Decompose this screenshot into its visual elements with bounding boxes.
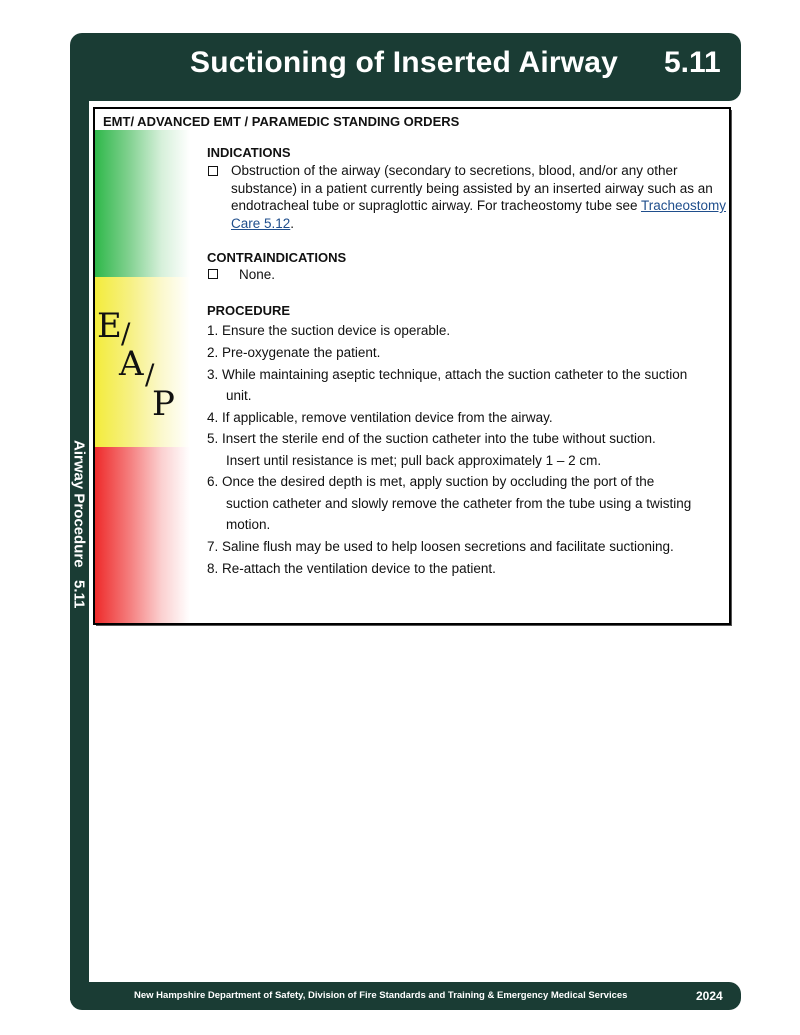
indications-bullet-box bbox=[208, 166, 218, 176]
procedure-step: 5. Insert the sterile end of the suction catheter into the tube without suction. bbox=[207, 431, 656, 446]
standing-orders-heading: EMT/ ADVANCED EMT / PARAMEDIC STANDING ORDERS bbox=[103, 114, 460, 129]
procedure-step: 4. If applicable, remove ventilation device from the airway. bbox=[207, 410, 553, 425]
procedure-step-continued: unit. bbox=[226, 388, 252, 403]
procedure-step-continued: motion. bbox=[226, 517, 271, 532]
tracheostomy-care-link[interactable]: Tracheostomy Care 5.12 bbox=[231, 198, 727, 231]
scope-letter-e: E bbox=[97, 306, 122, 346]
procedure-step: 8. Re-attach the ventilation device to the patient. bbox=[207, 561, 496, 576]
contraindications-heading: CONTRAINDICATIONS bbox=[207, 250, 347, 265]
scope-strip-green bbox=[95, 130, 190, 277]
indications-text-end: . bbox=[290, 215, 295, 231]
contraindications-item: None. bbox=[239, 267, 276, 282]
procedure-step: 7. Saline flush may be used to help loosen secretions and facilitate suctioning. bbox=[207, 539, 674, 554]
procedure-step: 2. Pre-oxygenate the patient. bbox=[207, 345, 381, 360]
scope-letter-a: A bbox=[119, 344, 144, 384]
scope-strip-red bbox=[95, 447, 190, 623]
page-title: Suctioning of Inserted Airway bbox=[190, 46, 619, 79]
scope-slash-1: / bbox=[121, 317, 131, 350]
indications-text-body: Obstruction of the airway (secondary to secretions, blood, and/or any other substance) in a patient currently being assisted by an inserted airway such as an endotracheal tube or supraglottic airway. For tracheostomy tube see bbox=[231, 163, 713, 213]
footer-year: 2024 bbox=[696, 989, 723, 1003]
indications-text bbox=[231, 162, 727, 232]
procedure-step: 1. Ensure the suction device is operable. bbox=[207, 323, 451, 338]
procedure-step: 3. While maintaining aseptic technique, attach the suction catheter to the suction bbox=[207, 367, 688, 382]
indications-heading: INDICATIONS bbox=[207, 145, 291, 160]
procedure-step-continued: Insert until resistance is met; pull back approximately 1 – 2 cm. bbox=[226, 453, 602, 468]
procedure-heading: PROCEDURE bbox=[207, 303, 291, 318]
scope-slash-2: / bbox=[145, 358, 155, 391]
scope-letter-p: P bbox=[152, 384, 175, 424]
procedure-step-continued: suction catheter and slowly remove the catheter from the tube using a twisting bbox=[226, 496, 692, 511]
protocol-number: 5.11 bbox=[664, 46, 721, 79]
side-section-label: Airway Procedure 5.11 bbox=[70, 440, 88, 609]
procedure-step: 6. Once the desired depth is met, apply suction by occluding the port of the bbox=[207, 474, 655, 489]
contraindications-bullet-box bbox=[208, 269, 218, 279]
footer-text: New Hampshire Department of Safety, Division of Fire Standards and Training & Emergency Medical Services bbox=[134, 990, 628, 1001]
